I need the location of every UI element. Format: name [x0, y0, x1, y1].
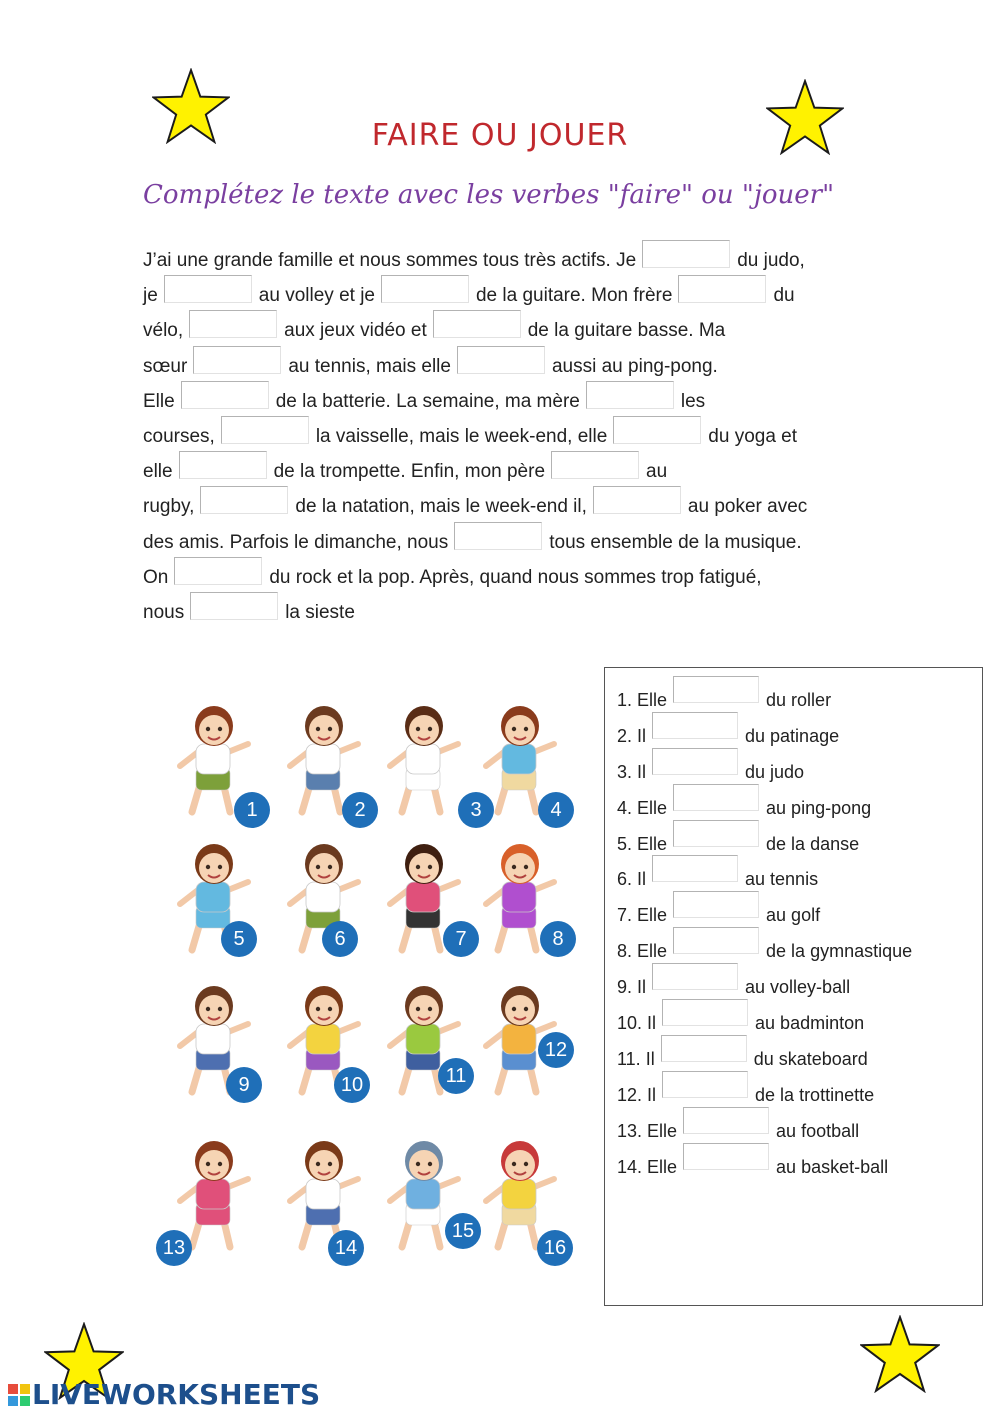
answer-input[interactable] — [683, 1143, 769, 1170]
paragraph-text: les — [680, 390, 706, 412]
answer-input[interactable] — [642, 240, 730, 268]
exercise-prefix: 12. Il — [617, 1084, 657, 1105]
exercise-suffix: du roller — [766, 690, 832, 710]
picture-number-badge: 8 — [540, 921, 576, 957]
star-icon — [860, 1315, 940, 1393]
paragraph-text: J’ai une grande famille et nous sommes tous très actifs. Je — [143, 250, 637, 271]
exercise-suffix: au basket-ball — [776, 1156, 889, 1177]
answer-input[interactable] — [673, 891, 759, 918]
picture-number-badge: 2 — [342, 792, 378, 828]
exercise-item — [617, 891, 912, 927]
picture-number-badge: 4 — [538, 792, 574, 828]
answer-input[interactable] — [454, 522, 542, 550]
paragraph-text: courses, — [143, 425, 215, 447]
paragraph-text: de la natation, mais le week-end il, — [295, 496, 587, 518]
paragraph-text: Elle — [143, 390, 175, 412]
exercise-suffix: au volley-ball — [745, 977, 851, 998]
answer-input[interactable] — [652, 712, 738, 739]
paragraph-text: On — [143, 566, 169, 588]
answer-input[interactable] — [457, 346, 545, 374]
answer-input[interactable] — [673, 927, 759, 954]
exercise-suffix: de la trottinette — [755, 1084, 875, 1105]
exercise-prefix: 10. Il — [617, 1013, 657, 1034]
exercise-item — [617, 1107, 912, 1143]
exercise-item — [617, 1035, 912, 1071]
answer-input[interactable] — [661, 1035, 747, 1062]
exercise-prefix: 9. Il — [617, 977, 647, 998]
paragraph-text: rugby, — [143, 496, 195, 518]
exercise-prefix: 13. Elle — [617, 1120, 678, 1141]
exercise-item — [617, 1143, 912, 1179]
exercise-prefix: 14. Elle — [617, 1156, 678, 1177]
exercise-suffix: au football — [776, 1120, 860, 1141]
exercise-prefix: 4. Elle — [617, 797, 668, 818]
answer-input[interactable] — [174, 557, 262, 585]
answer-input[interactable] — [193, 346, 281, 374]
paragraph-text: la sieste — [285, 601, 355, 623]
picture-number-badge: 12 — [538, 1032, 574, 1068]
paragraph-text: la vaisselle, mais le week-end, elle — [315, 425, 608, 447]
picture-number-badge: 13 — [156, 1230, 192, 1266]
exercise-prefix: 1. Elle — [617, 690, 668, 710]
exercise-list — [617, 676, 912, 1178]
paragraph-text: au volley et je — [258, 285, 375, 307]
answer-input[interactable] — [586, 381, 674, 409]
paragraph-line — [143, 416, 863, 451]
paragraph-text: de la guitare. Mon frère — [475, 285, 673, 307]
exercise-item — [617, 963, 912, 999]
exercise-prefix: 3. Il — [617, 761, 647, 782]
exercise-item — [617, 855, 912, 891]
picture-number-badge: 5 — [221, 921, 257, 957]
answer-input[interactable] — [673, 784, 759, 811]
answer-input[interactable] — [221, 416, 309, 444]
exercise-suffix: du skateboard — [753, 1048, 868, 1069]
paragraph-text: vélo, — [143, 320, 184, 342]
exercise-prefix: 6. Il — [617, 869, 647, 890]
paragraph-text: du rock et la pop. Après, quand nous sommes trop fatigué, — [269, 566, 762, 588]
paragraph-text: aux jeux vidéo et — [284, 320, 427, 342]
paragraph-text: nous — [143, 601, 185, 623]
exercise-item — [617, 820, 912, 856]
picture-number-badge: 11 — [438, 1058, 474, 1094]
paragraph-line — [143, 557, 863, 592]
answer-input[interactable] — [181, 381, 269, 409]
exercise-suffix: du judo — [745, 761, 805, 782]
paragraph-line — [143, 275, 863, 310]
paragraph-text: sœur — [143, 355, 188, 377]
exercise-item — [617, 999, 912, 1035]
answer-input[interactable] — [673, 676, 759, 703]
paragraph-text: au tennis, mais elle — [288, 355, 451, 377]
paragraph-line — [143, 486, 863, 521]
picture-number-badge: 16 — [537, 1230, 573, 1266]
answer-input[interactable] — [673, 820, 759, 847]
paragraph-text: aussi au ping-pong. — [551, 355, 718, 377]
paragraph-line — [143, 240, 863, 275]
paragraph-text: de la trompette. Enfin, mon père — [273, 461, 546, 483]
paragraph-text: du judo, — [737, 250, 805, 271]
answer-input[interactable] — [381, 275, 469, 303]
exercise-item — [617, 748, 912, 784]
paragraph-line — [143, 381, 863, 416]
paragraph-line — [143, 310, 863, 345]
liveworksheets-logo — [8, 1378, 320, 1411]
answer-input[interactable] — [179, 451, 267, 479]
exercise-suffix: au ping-pong — [766, 797, 872, 818]
paragraph-line — [143, 451, 863, 486]
paragraph-line — [143, 592, 863, 627]
answer-input[interactable] — [662, 999, 748, 1026]
picture-number-badge: 14 — [328, 1230, 364, 1266]
picture-number-badge: 3 — [458, 792, 494, 828]
picture-number-badge: 6 — [322, 921, 358, 957]
exercise-suffix: au golf — [766, 905, 821, 926]
exercise-prefix: 2. Il — [617, 725, 647, 746]
answer-input[interactable] — [593, 486, 681, 514]
paragraph-text: du — [773, 285, 795, 307]
answer-input[interactable] — [433, 310, 521, 338]
exercise-prefix: 8. Elle — [617, 941, 668, 962]
logo-text: LIVEWORKSHEETS — [32, 1378, 321, 1411]
answer-input[interactable] — [652, 963, 738, 990]
paragraph-text: tous ensemble de la musique. — [549, 531, 802, 553]
answer-input[interactable] — [613, 416, 701, 444]
paragraph-text: des amis. Parfois le dimanche, nous — [143, 531, 449, 553]
answer-input[interactable] — [678, 275, 766, 303]
page-title: FAIRE OU JOUER — [371, 118, 629, 153]
paragraph-text: de la guitare basse. Ma — [527, 320, 726, 342]
answer-input[interactable] — [683, 1107, 769, 1134]
fill-in-paragraph — [143, 240, 863, 627]
exercise-suffix: au tennis — [745, 869, 819, 890]
exercise-item — [617, 712, 912, 748]
exercise-item — [617, 784, 912, 820]
paragraph-text: du yoga et — [708, 425, 798, 447]
answer-input[interactable] — [189, 310, 277, 338]
answer-input[interactable] — [652, 855, 738, 882]
paragraph-text: je — [143, 285, 158, 307]
answer-input[interactable] — [200, 486, 288, 514]
exercise-item — [617, 1071, 912, 1107]
paragraph-text: elle — [143, 461, 173, 483]
exercise-suffix: de la gymnastique — [766, 941, 913, 962]
paragraph-text: au — [646, 461, 668, 483]
exercise-suffix: de la danse — [766, 833, 860, 854]
paragraph-text: de la batterie. La semaine, ma mère — [275, 390, 580, 412]
exercise-item — [617, 927, 912, 963]
answer-input[interactable] — [164, 275, 252, 303]
exercise-suffix: au badminton — [755, 1013, 865, 1034]
picture-number-badge: 1 — [234, 792, 270, 828]
logo-cubes-icon — [8, 1384, 30, 1406]
answer-input[interactable] — [190, 592, 278, 620]
paragraph-line — [143, 346, 863, 381]
picture-number-badge: 15 — [445, 1213, 481, 1249]
picture-number-badge: 10 — [334, 1067, 370, 1103]
picture-number-badge: 9 — [226, 1067, 262, 1103]
paragraph-text: au poker avec — [687, 496, 808, 518]
exercise-item — [617, 676, 912, 712]
picture-number-badge: 7 — [443, 921, 479, 957]
answer-input[interactable] — [662, 1071, 748, 1098]
exercise-prefix: 5. Elle — [617, 833, 668, 854]
instructions-subtitle: Complétez le texte avec les verbes "faire" ou "jouer" — [143, 180, 835, 210]
exercise-suffix: du patinage — [745, 725, 840, 746]
answer-input[interactable] — [551, 451, 639, 479]
paragraph-line — [143, 522, 863, 557]
exercise-prefix: 11. Il — [617, 1048, 655, 1069]
answer-input[interactable] — [652, 748, 738, 775]
exercise-prefix: 7. Elle — [617, 905, 668, 926]
